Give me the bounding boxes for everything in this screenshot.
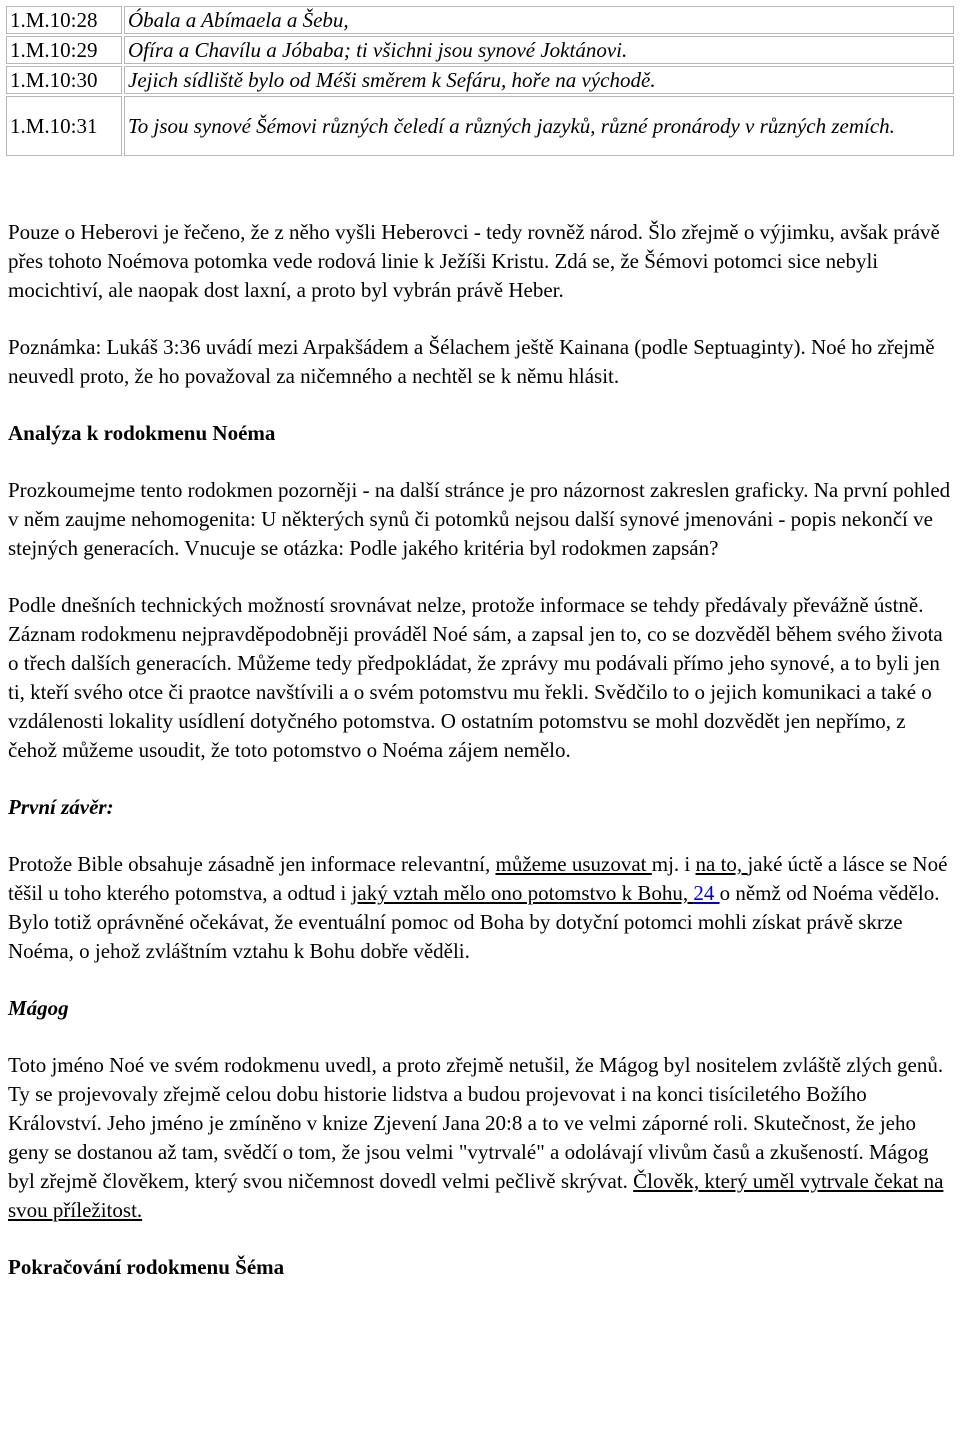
underlined-text: můžeme usuzovat bbox=[495, 852, 652, 876]
heading-analysis: Analýza k rodokmenu Noéma bbox=[8, 421, 276, 445]
verse-ref: 1.M.10:29 bbox=[6, 36, 122, 64]
document-body bbox=[8, 218, 954, 1310]
heading-first-conclusion: První závěr: bbox=[8, 795, 114, 819]
verse-row bbox=[6, 96, 954, 156]
verse-row bbox=[6, 6, 954, 34]
paragraph-analysis-1: Prozkoumejme tento rodokmen pozorněji - na další stránce je pro názornost zakreslen graficky. Na první pohled v něm zaujme nehomogenita: U některých synů či potomků nejsou další synové jmenováni - popis nekončí ve stejných generacích. Vnucuje se otázka: Podle jakého kritéria byl rodokmen zapsán? bbox=[8, 478, 951, 560]
underlined-text: na to, bbox=[695, 852, 748, 876]
verse-table bbox=[4, 4, 956, 158]
heading-magog: Mágog bbox=[8, 996, 69, 1020]
verse-ref: 1.M.10:30 bbox=[6, 66, 122, 94]
verse-text: To jsou synové Šémovi různých čeledí a různých jazyků, různé pronárody v různých zemích. bbox=[124, 96, 954, 156]
text-run: Protože Bible obsahuje zásadně jen informace relevantní, bbox=[8, 852, 496, 876]
paragraph-note: Poznámka: Lukáš 3:36 uvádí mezi Arpakšádem a Šélachem ještě Kainana (podle Septuaginty). Noé ho zřejmě neuvedl proto, že ho považoval za ničemného a nechtěl se k němu hlásit. bbox=[8, 335, 935, 388]
text-run: o. Bylo totiž oprávněné očekávat, že eventuální pomoc od Boha by dotyční potomci mohli získat právě skrze Noéma, o jehož zvláštním vztahu k Bohu dobře věděli. bbox=[8, 881, 940, 963]
text-run: o němž od Noéma věděl bbox=[719, 881, 924, 905]
text-run: mj. i bbox=[651, 852, 696, 876]
verse-text: Ofíra a Chavílu a Jóbaba; ti všichni jsou synové Joktánovi. bbox=[124, 36, 954, 64]
paragraph-magog bbox=[8, 1051, 954, 1225]
verse-text: Jejich sídliště bylo od Méši směrem k Sefáru, hoře na východě. bbox=[124, 66, 954, 94]
text-run: jaké úctě a lásce se Noé těšil u toho kterého potomstva, a odtud i bbox=[8, 852, 948, 905]
verse-ref: 1.M.10:28 bbox=[6, 6, 122, 34]
verse-row bbox=[6, 66, 954, 94]
verse-ref: 1.M.10:31 bbox=[6, 96, 122, 156]
verse-text: Óbala a Abímaela a Šebu, bbox=[124, 6, 954, 34]
verse-row bbox=[6, 36, 954, 64]
underlined-text: jaký vztah mělo ono potomstvo k Bohu, bbox=[351, 881, 694, 905]
heading-continuation: Pokračování rodokmenu Šéma bbox=[8, 1255, 285, 1279]
text-run: Toto jméno Noé ve svém rodokmenu uvedl, a proto zřejmě netušil, že Mágog byl nositelem zvláště zlých genů. Ty se projevovaly zřejmě celou dobu historie lidstva a budou projevovat i na konci tisíciletého Božího Království. Jeho jméno je zmíněno v knize Zjevení Jana 20:8 a to ve velmi záporné roli. Skutečnost, že jeho geny se dostanou až tam, svědčí o tom, že jsou velmi "vytrvalé" a odolávají vlivům časů a zkušeností. Mágog byl zřejmě člověkem, který svou ničemnost dovedl velmi pečlivě skrývat. bbox=[8, 1053, 944, 1193]
paragraph-conclusion bbox=[8, 850, 954, 966]
footnote-link[interactable]: 24 bbox=[693, 881, 720, 905]
paragraph-analysis-2: Podle dnešních technických možností srovnávat nelze, protože informace se tehdy předávaly převážně ústně. Záznam rodokmenu nejpravděpodobněji prováděl Noé sám, a zapsal jen to, co se dozvěděl během svého života o třech dalších generacích. Můžeme tedy předpokládat, že zprávy mu podávali přímo jeho synové, a to byli jen ti, kteří svého otce či praotce navštívili a o svém potomstvu mu řekli. Svědčilo to o jejich komunikaci a také o vzdálenosti lokality usídlení dotyčného potomstva. O ostatním potomstvu se mohl dozvědět jen nepřímo, z čehož můžeme usoudit, že toto potomstvo o Noéma zájem nemělo. bbox=[8, 593, 943, 762]
paragraph-heber: Pouze o Heberovi je řečeno, že z něho vyšli Heberovci - tedy rovněž národ. Šlo zřejmě o výjimku, avšak právě přes tohoto Noémova potomka vede rodová linie k Ježíši Kristu. Zdá se, že Šémovi potomci sice nebyli mocichtiví, ale naopak dost laxní, a proto byl vybrán právě Heber. bbox=[8, 220, 940, 302]
underlined-text: Člověk, který uměl vytrvale čekat na svou příležitost. bbox=[8, 1169, 944, 1222]
